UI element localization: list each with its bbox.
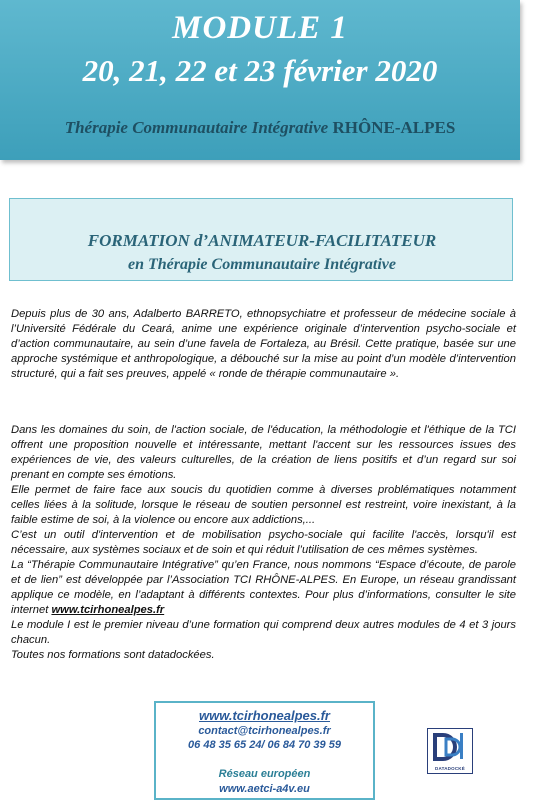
paragraph-network-text: La “Thérapie Communautaire Intégrative” qu’en France, nous nommons “Espace d’écoute, de parole et de lien” est développée par l’Association TCI RHÔNE-ALPES. En Europe, un réseau grandissant applique ce modèle, en l’adaptant à différents contextes. Pour plus d’informations, consulter le site internet <box>11 559 516 616</box>
paragraph-datadock: Toutes nos formations sont datadockées. <box>11 649 215 661</box>
datadock-mark-icon <box>428 729 472 765</box>
description-section <box>11 423 516 663</box>
network-label: Réseau européen <box>218 768 311 780</box>
header-subtitle-main: Thérapie Communautaire Intégrative <box>64 118 329 137</box>
module-dates: 20, 21, 22 et 23 février 2020 <box>82 53 438 88</box>
formation-subtitle: en Thérapie Communautaire Intégrative <box>127 256 396 273</box>
header-subtitle <box>0 118 520 138</box>
paragraph-module: Le module I est le premier niveau d’une formation qui comprend deux autres modules de 4 et 3 jours chacun. <box>11 619 516 646</box>
website-link[interactable]: www.tcirhonealpes.fr <box>51 604 165 616</box>
contact-phones: 06 48 35 65 24/ 06 84 70 39 59 <box>188 739 341 751</box>
header-banner <box>0 0 520 160</box>
intro-paragraph: Depuis plus de 30 ans, Adalberto BARRETO, ethnopsychiatre et professeur de médecine sociale à l’Université Fédérale du Ceará, anime une expérience originale d’intervention psycho-sociale et d’action communautaire, au sein d’une favela de Fortaleza, au Brésil. Cette pratique, basée sur une approche systémique et anthropologique, a débouché sur la mise au point d’un modèle d’intervention structuré, qui a fait ses preuves, appelé « ronde de thérapie communautaire ». <box>11 308 516 380</box>
contact-box <box>154 701 375 800</box>
header-subtitle-region: RHÔNE-ALPES <box>332 118 456 137</box>
paragraph-tool: C’est un outil d'intervention et de mobilisation psycho-sociale qui facilite l'accès, lorsqu'il est nécessaire, aux systèmes sociaux et de soin et qui réduit l’utilisation de ces mêmes systèmes. <box>11 529 516 556</box>
formation-title-box <box>9 198 513 281</box>
module-title: MODULE 1 <box>172 10 348 46</box>
contact-website-link[interactable]: www.tcirhonealpes.fr <box>199 708 330 723</box>
paragraph-problems: Elle permet de faire face aux soucis du quotidien comme à diverses problématiques notamment celles liées à la solitude, lorsque le réseau de soutien personnel est restreint, voire inexistant, à la faible estime de soi, à la violence ou encore aux addictions,... <box>11 484 516 526</box>
network-website-link[interactable]: www.aetci-a4v.eu <box>219 783 310 795</box>
contact-email[interactable]: contact@tcirhonealpes.fr <box>198 725 331 737</box>
paragraph-network <box>11 558 516 618</box>
datadock-logo-icon <box>427 728 473 774</box>
datadock-label: DATADOCKÉ <box>435 766 465 771</box>
formation-title: FORMATION d’ANIMATEUR-FACILITATEUR <box>87 231 437 250</box>
paragraph-domains: Dans les domaines du soin, de l'action sociale, de l'éducation, la méthodologie et l'éthique de la TCI offrent une proposition nouvelle et intéressante, mettant l'accent sur les ressources issues des expériences de vie, des valeurs culturelles, de la création de liens positifs et d’un regard sur soi prenant en compte ses émotions. <box>11 424 516 481</box>
